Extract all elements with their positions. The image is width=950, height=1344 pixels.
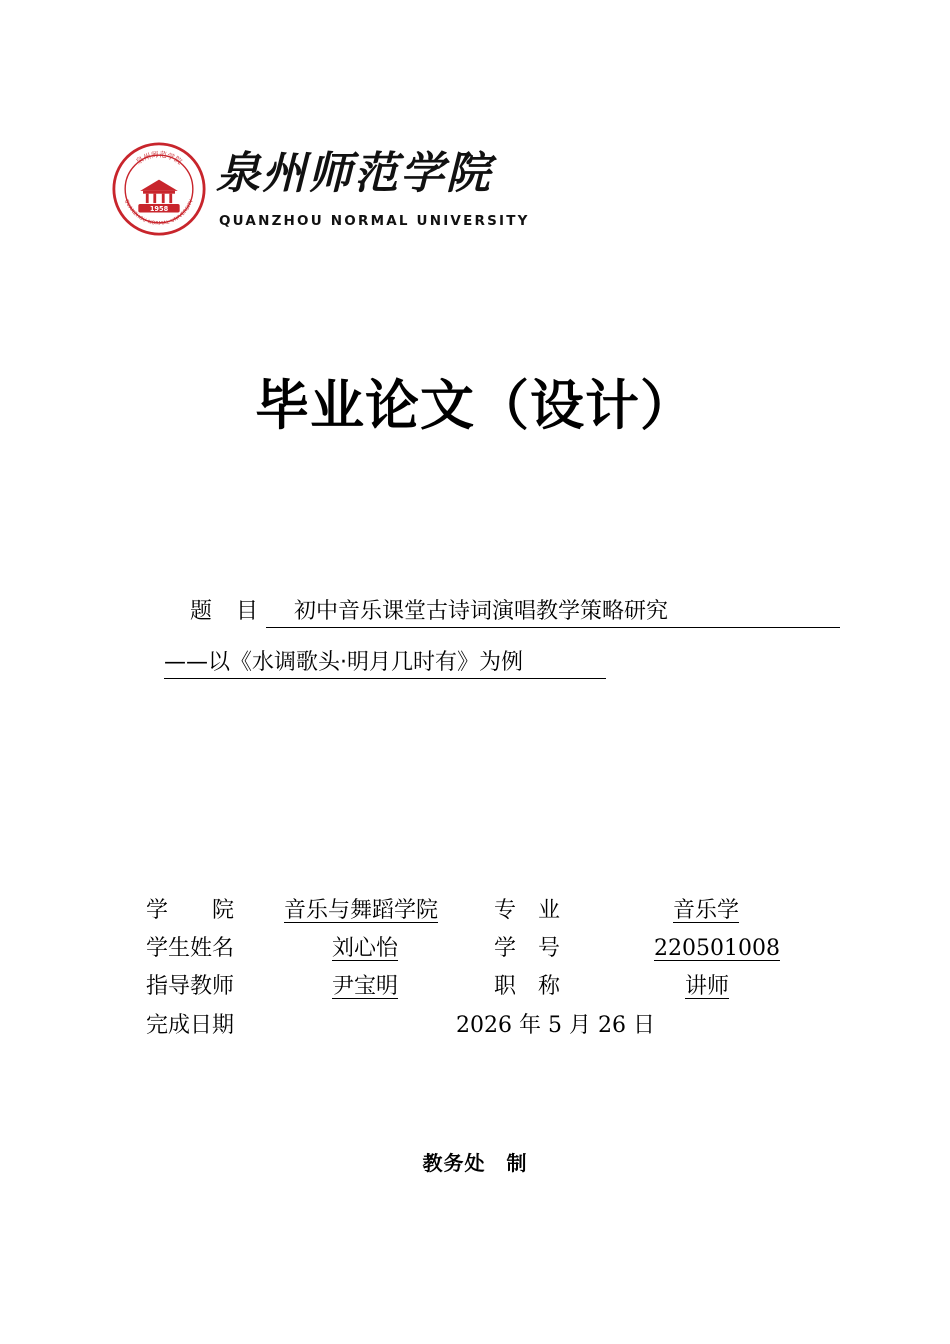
svg-text:泉州师范学院: 泉州师范学院 [134, 149, 184, 167]
issuer-footer: 教务处 制 [422, 1151, 528, 1175]
title-rank-value: 讲师 [685, 974, 730, 999]
advisor-value: 尹宝明 [332, 974, 399, 999]
college-value: 音乐与舞蹈学院 [284, 898, 439, 923]
title-rank-label: 职 称 [494, 974, 561, 999]
university-name-cn: 泉州师范学院 [216, 148, 492, 199]
svg-text:QUANZHOU NORMAL UNIVERSITY: QUANZHOU NORMAL UNIVERSITY [123, 198, 195, 227]
student-name-label: 学生姓名 [146, 936, 235, 961]
topic-text-2: ——以《水调歌头·明月几时有》为例 [164, 650, 523, 675]
document-title: 毕业论文（设计） [255, 374, 695, 437]
topic-line-1 [266, 597, 840, 628]
major-value: 音乐学 [673, 898, 740, 923]
topic-line-2 [164, 648, 606, 679]
topic-label: 题 目 [190, 599, 260, 624]
university-logo [112, 142, 530, 237]
college-label: 学 院 [146, 898, 235, 923]
major-label: 专 业 [494, 898, 561, 923]
topic-text-1: 初中音乐课堂古诗词演唱教学策略研究 [294, 599, 669, 624]
svg-text:1958: 1958 [149, 205, 169, 214]
completion-date-label: 完成日期 [146, 1013, 235, 1038]
student-id-value: 220501008 [654, 936, 780, 961]
student-name-value: 刘心怡 [332, 936, 399, 961]
university-seal-icon [112, 142, 206, 236]
advisor-label: 指导教师 [146, 974, 235, 999]
completion-date-value: 2026 年 5 月 26 日 [456, 1013, 655, 1038]
university-name-en: QUANZHOU NORMAL UNIVERSITY [219, 213, 530, 229]
student-id-label: 学 号 [494, 936, 561, 961]
